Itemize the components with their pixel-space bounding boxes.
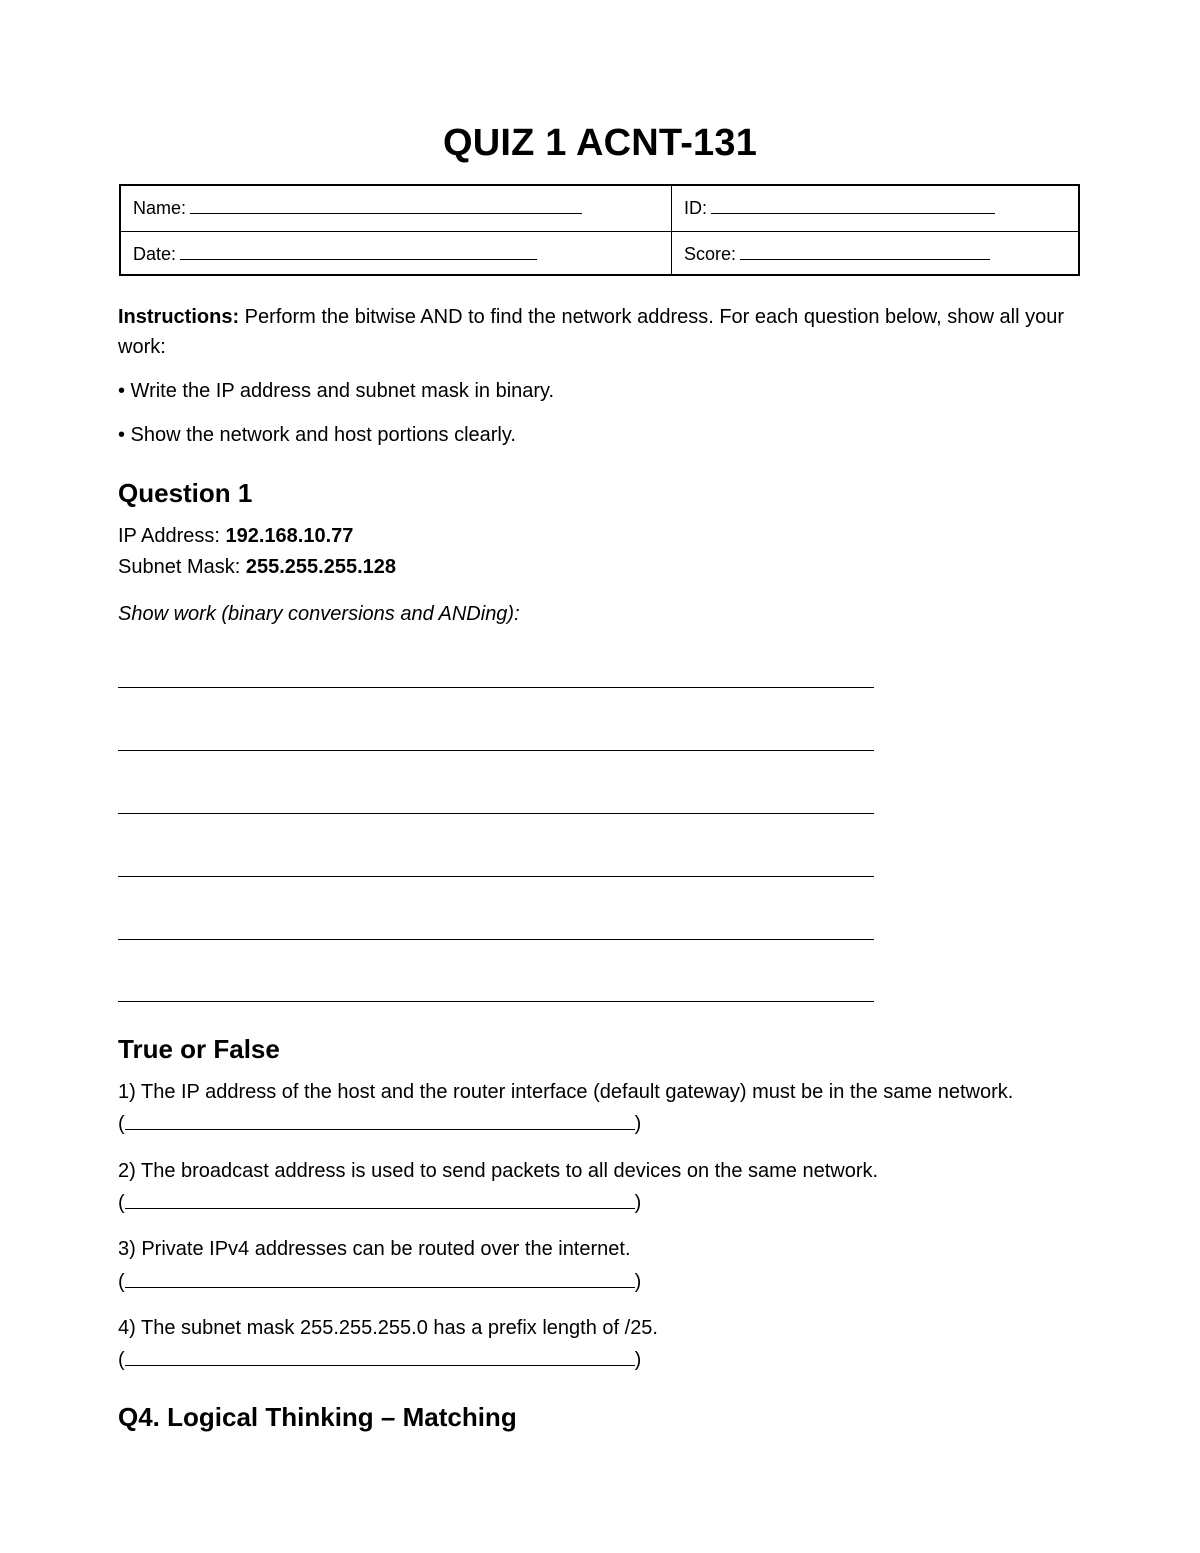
- student-info-table: [119, 184, 1080, 276]
- score-field[interactable]: [684, 232, 990, 277]
- date-label: Date:: [133, 244, 177, 264]
- tf-answer-blank[interactable]: [125, 1186, 635, 1209]
- id-field[interactable]: [684, 186, 995, 231]
- true-false-heading: True or False: [118, 1034, 280, 1064]
- instructions: [118, 302, 1078, 362]
- id-blank[interactable]: [711, 201, 995, 214]
- ip-address-line: [118, 521, 353, 551]
- tf-answer-blank[interactable]: [125, 1107, 635, 1130]
- tf-question-3: 3) Private IPv4 addresses can be routed over the internet.: [118, 1238, 631, 1260]
- work-line[interactable]: [118, 750, 874, 751]
- tf-answer-1[interactable]: ( ): [118, 1107, 641, 1139]
- tf-answer-2[interactable]: ( ): [118, 1186, 641, 1218]
- name-label: Name:: [133, 198, 187, 218]
- name-field[interactable]: [133, 186, 582, 231]
- work-line[interactable]: [118, 687, 874, 688]
- instructions-label: Instructions:: [118, 306, 240, 328]
- question1-heading: Question 1: [118, 478, 253, 508]
- work-prompt: Show work (binary conversions and ANDing):: [118, 603, 520, 625]
- work-line[interactable]: [118, 1001, 874, 1002]
- work-line[interactable]: [118, 939, 874, 940]
- date-blank[interactable]: [180, 247, 537, 260]
- subnet-mask-line: [118, 552, 396, 582]
- page-title: QUIZ 1 ACNT-131: [442, 122, 758, 164]
- tf-answer-blank[interactable]: [125, 1265, 635, 1288]
- score-blank[interactable]: [740, 247, 990, 260]
- name-blank[interactable]: [190, 201, 582, 214]
- tf-question-4: 4) The subnet mask 255.255.255.0 has a prefix length of /25.: [118, 1317, 658, 1339]
- tf-answer-blank[interactable]: [125, 1343, 635, 1366]
- mask-value: 255.255.255.128: [245, 556, 396, 578]
- id-label: ID:: [684, 198, 708, 218]
- work-line[interactable]: [118, 876, 874, 877]
- tf-question-2: 2) The broadcast address is used to send packets to all devices on the same network.: [118, 1160, 879, 1182]
- instructions-text: Perform the bitwise AND to find the network address. For each question below, show all your work:: [118, 306, 1064, 358]
- tf-question-1: 1) The IP address of the host and the router interface (default gateway) must be in the same network.: [118, 1081, 1014, 1103]
- instruction-bullet: • Show the network and host portions clearly.: [118, 424, 516, 446]
- date-field[interactable]: [133, 232, 537, 277]
- ip-value: 192.168.10.77: [225, 525, 354, 547]
- mask-label: Subnet Mask:: [118, 556, 246, 578]
- tf-answer-4[interactable]: ( ): [118, 1343, 641, 1375]
- q4-heading: Q4. Logical Thinking – Matching: [118, 1402, 517, 1432]
- work-line[interactable]: [118, 813, 874, 814]
- tf-answer-3[interactable]: ( ): [118, 1265, 641, 1297]
- score-label: Score:: [684, 244, 737, 264]
- ip-label: IP Address:: [118, 525, 226, 547]
- instruction-bullet: • Write the IP address and subnet mask in binary.: [118, 380, 555, 402]
